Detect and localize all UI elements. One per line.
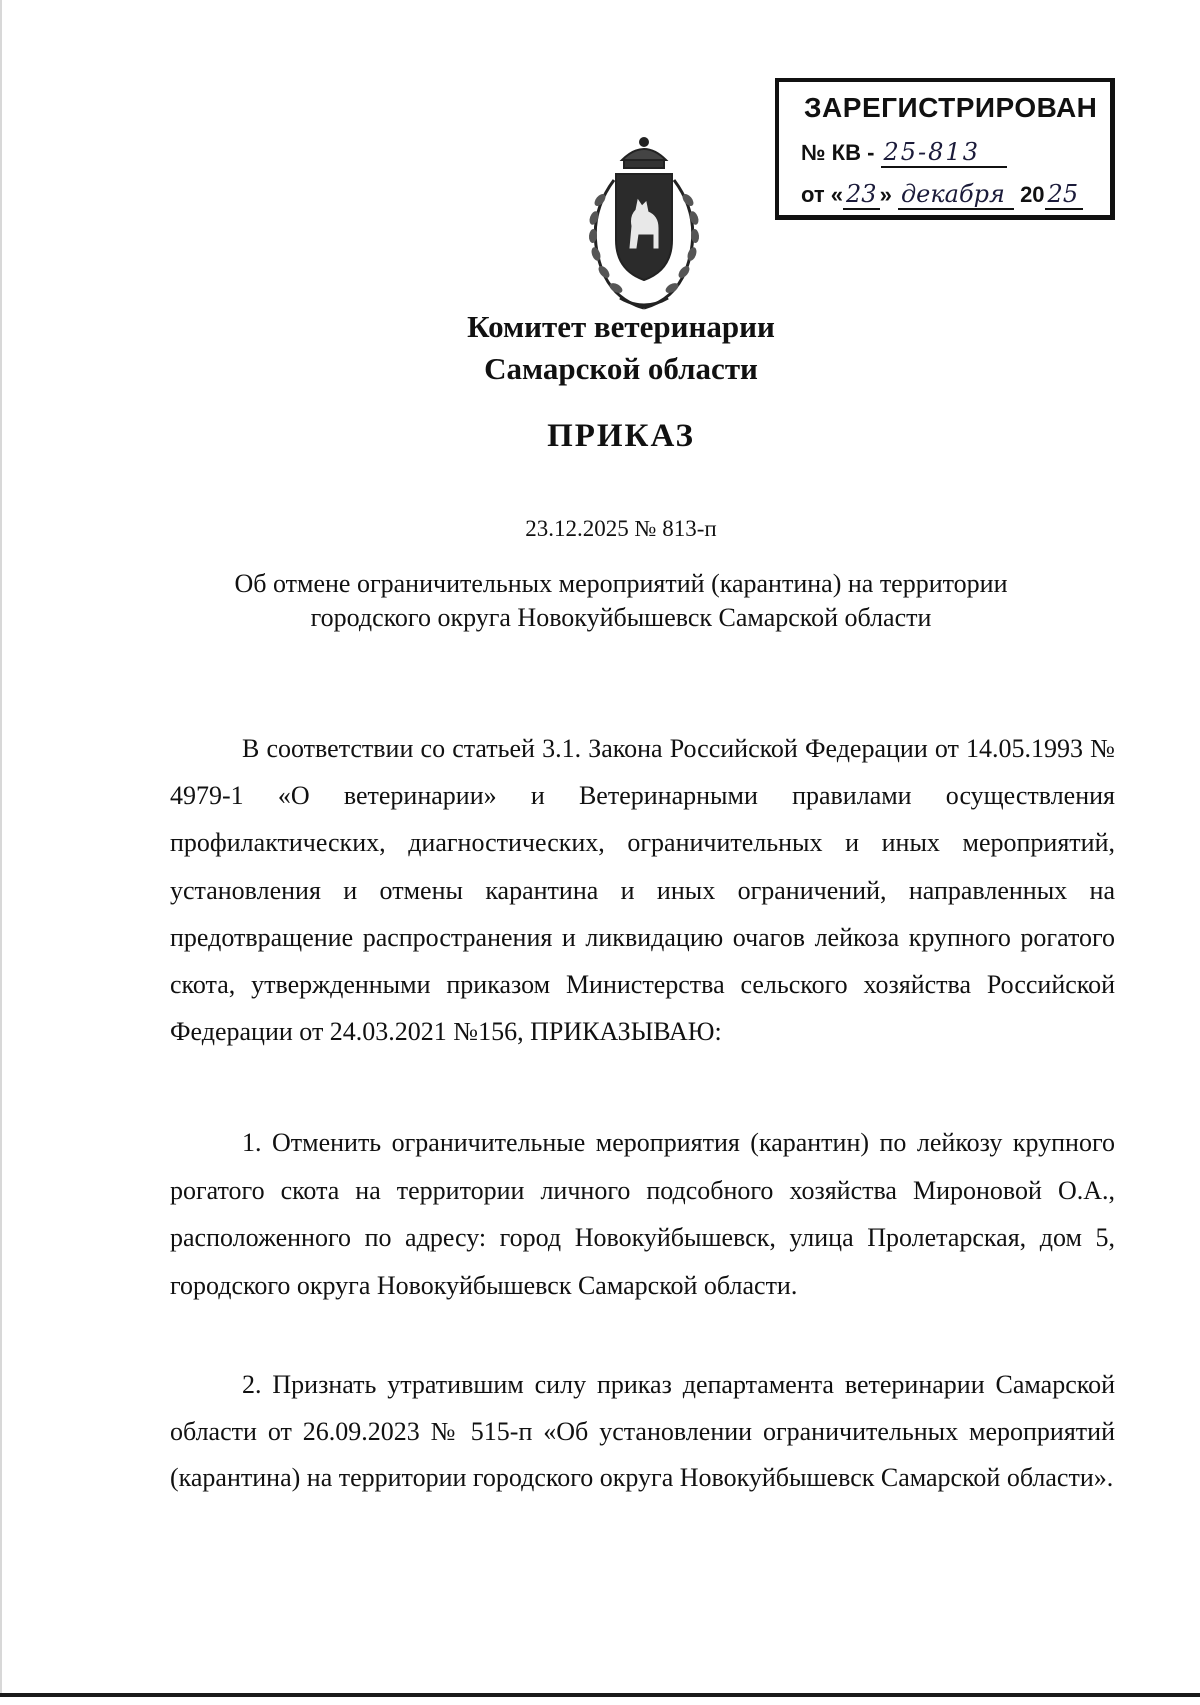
registration-stamp <box>775 78 1115 220</box>
scan-edge-left <box>0 0 2 1693</box>
preamble-paragraph: В соответствии со статьей 3.1. Закона Российской Федерации от 14.05.1993 № 4979-1 «О ветеринарии» и Ветеринарными правилами осуществления профилактических, диагностических, ограничительных и иных мероприятий, установления и отмены карантина и иных ограничений, направленных на предотвращение распространения и ликвидацию очагов лейкоза крупного рогатого скота, утвержденными приказом Министерства сельского хозяйства Российской Федерации от 24.03.2021 №156, ПРИКАЗЫВАЮ: <box>170 734 1115 1047</box>
organization-line-1: Комитет ветеринарии <box>467 309 775 344</box>
stamp-date-prefix: от « <box>801 182 844 207</box>
document-type: ПРИКАЗ <box>547 418 695 454</box>
document-subject <box>0 567 1200 635</box>
stamp-date-mid: » <box>879 182 892 207</box>
order-item-1: 1. Отменить ограничительные мероприятия (карантин) по лейкозу крупного рогатого скота на территории личного подсобного хозяйства Мироновой О.А., расположенного по адресу: город Новокуйбышевск, улица Пролетарская, дом 5, городского округа Новокуйбышевск Самарской области. <box>170 1128 1115 1300</box>
stamp-year-prefix: 20 <box>1020 182 1045 207</box>
stamp-month-handwritten: декабря <box>898 180 1014 210</box>
stamp-number-prefix: № КВ - <box>801 140 875 165</box>
subject-line-2: городского округа Новокуйбышевск Самарской области <box>310 603 932 632</box>
coat-of-arms-icon <box>574 130 714 320</box>
order-item-2: 2. Признать утратившим силу приказ департамента ветеринарии Самарской области от 26.09.2023 № 515-п «Об установлении ограничительных мероприятий (карантина) на территории городского округа Новокуйбышевск Самарской области». <box>170 1370 1115 1492</box>
stamp-day-handwritten: 23 <box>843 180 880 210</box>
stamp-number-line <box>801 138 1007 168</box>
stamp-year-handwritten: 25 <box>1045 180 1083 210</box>
scan-edge-bottom <box>0 1693 1200 1697</box>
subject-line-1: Об отмене ограничительных мероприятий (карантина) на территории <box>234 569 1008 598</box>
stamp-title: ЗАРЕГИСТРИРОВАН <box>804 92 1098 123</box>
stamp-date-line <box>801 180 1083 210</box>
organization-name <box>0 306 1200 390</box>
stamp-number-handwritten: 25-813 <box>881 138 1007 168</box>
organization-line-2: Самарской области <box>484 351 758 386</box>
document-date-number: 23.12.2025 № 813-п <box>525 516 717 541</box>
